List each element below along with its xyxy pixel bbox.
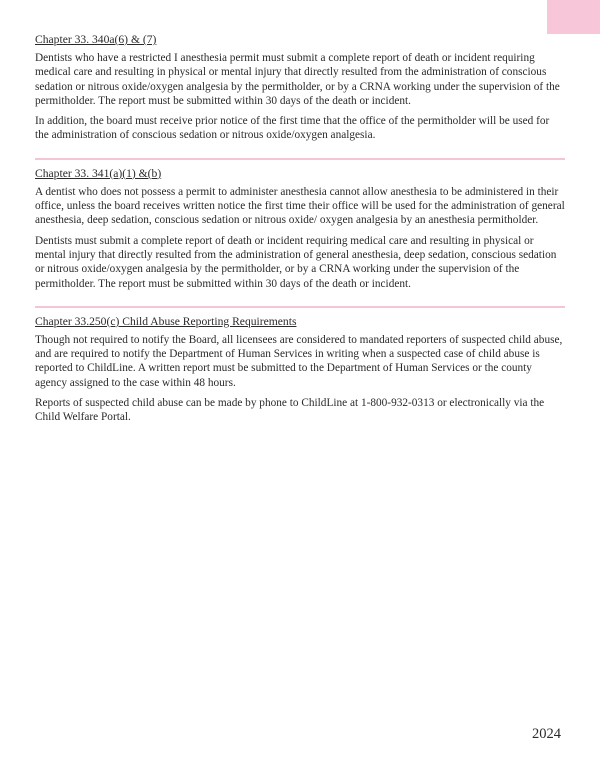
section-340a [35, 33, 565, 153]
section-paragraph: In addition, the board must receive prior notice of the first time that the office of the permitholder will be used for the administration of conscious sedation or nitrous oxide/oxygen analgesia. [35, 115, 550, 142]
section-paragraph: Dentists must submit a complete report of death or incident requiring medical care and resulting in physical or mental injury that directly resulted from the administration of general anesthesia, deep sedation, conscious sedation or nitrous oxide/oxygen analgesia by the permitholder, or by a CRNA working under the supervision of the permitholder. The report must be submitted within 30 days of the death or incident. [35, 234, 557, 290]
corner-tab [547, 0, 600, 34]
section-heading: Chapter 33.250(c) Child Abuse Reporting Requirements [35, 314, 297, 328]
section-heading: Chapter 33. 341(a)(1) &(b) [35, 166, 162, 180]
section-paragraph: Reports of suspected child abuse can be made by phone to ChildLine at 1-800-932-0313 or electronically via the Child Welfare Portal. [35, 397, 545, 424]
section-divider [35, 306, 565, 308]
section-paragraph: A dentist who does not possess a permit to administer anesthesia cannot allow anesthesia to be administered in their office, unless the board receives written notice the first time their office will be used for the administration of general anesthesia, deep sedation, conscious sedation or nitrous oxide/ oxygen analgesia by an anesthesia permitholder. [35, 185, 565, 227]
section-paragraph: Though not required to notify the Board, all licensees are considered to mandated reporters of suspected child abuse, and are required to notify the Department of Human Services in writing when a suspected case of child abuse is reported to ChildLine. A written report must be submitted to the Department of Human Services or the county agency assigned to the case within 48 hours. [35, 333, 563, 389]
section-heading: Chapter 33. 340a(6) & (7) [35, 33, 157, 46]
document-body [35, 33, 565, 435]
section-paragraph: Dentists who have a restricted I anesthesia permit must submit a complete report of death or incident requiring medical care and resulting in physical or mental injury that directly resulted from the administration of conscious sedation or nitrous oxide/oxygen analgesia by the permitholder, or by a CRNA working under the supervision of the permitholder. The report must be submitted within 30 days of the death or incident. [35, 52, 560, 107]
section-divider [35, 158, 565, 160]
page-number: 2024 [532, 726, 561, 742]
section-child-abuse [35, 315, 565, 435]
section-341a [35, 167, 565, 301]
